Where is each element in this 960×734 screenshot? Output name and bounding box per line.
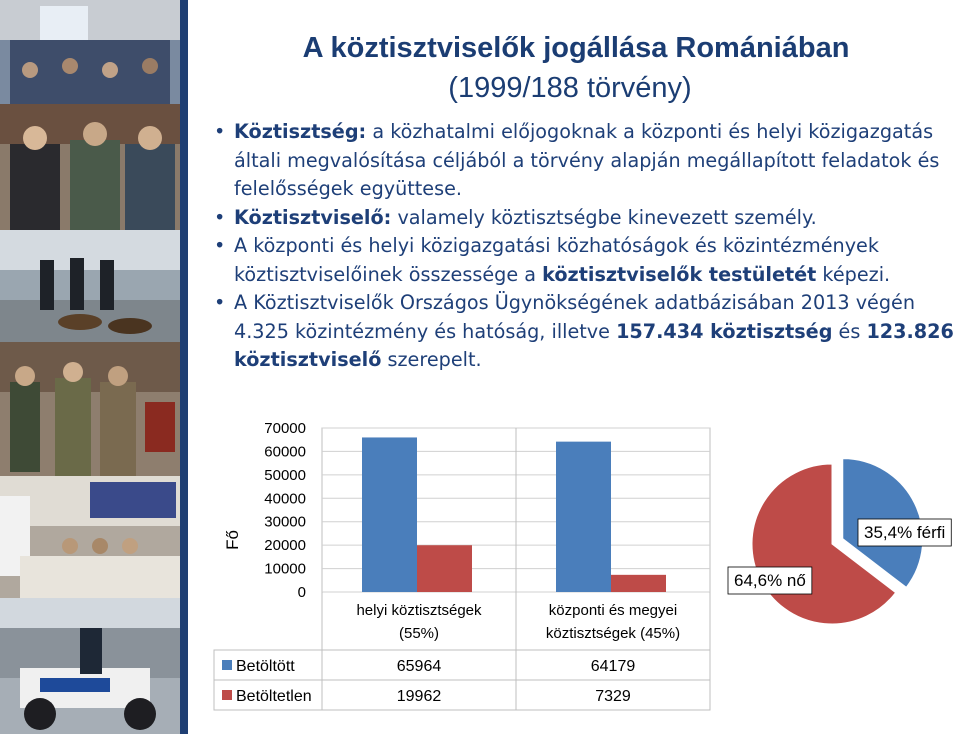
handshake-officers-photo <box>0 104 180 230</box>
category-label: köztisztségek (45%) <box>545 625 681 642</box>
data-label: 65964 <box>396 658 442 675</box>
legend-label: Betöltött <box>236 658 295 675</box>
pie-label: 64,6% nő <box>734 571 806 590</box>
divider-bar <box>180 0 188 734</box>
bullet-bold-text: 157.434 köztisztség <box>616 319 833 343</box>
legend-label: Betöltetlen <box>236 688 312 705</box>
police-motorcycle-photo <box>0 598 180 734</box>
bullet-text: A Köztisztviselők Országos Ügynökségének adatbázisában 2013 végén 4.325 közintézmény és hatóság, illetve <box>234 291 916 343</box>
legend-swatch <box>222 660 232 670</box>
data-label: 7329 <box>595 688 631 705</box>
police-dogs-photo <box>0 230 180 342</box>
slide-title: A köztisztviselők jogállása Romániában <box>302 32 850 64</box>
pie-label: 35,4% férfi <box>864 523 946 542</box>
bullet-bold-text: köztisztviselők testületét <box>542 262 817 286</box>
bullet-text: a közhatalmi előjogoknak a központi és helyi közigazgatás általi megvalósítása céljából a törvény alapján megállapított feladatok és felelősségek együttese. <box>234 120 940 200</box>
bullet-item <box>214 118 960 204</box>
pie-chart-svg <box>716 440 960 640</box>
bullet-text: szerepelt. <box>381 348 482 371</box>
photo-strip <box>0 0 180 734</box>
y-tick-label: 0 <box>297 584 306 601</box>
y-tick-label: 50000 <box>264 466 306 484</box>
category-label: helyi köztisztségek <box>356 602 482 619</box>
bullet-list <box>214 118 960 375</box>
bar-chart <box>212 420 712 715</box>
y-tick-label: 10000 <box>264 560 306 578</box>
bullet-text: valamely köztisztségbe kinevezett személy. <box>391 205 817 229</box>
category-label: központi és megyei <box>548 602 678 619</box>
bar <box>611 575 666 592</box>
data-label: 64179 <box>590 658 636 675</box>
y-tick-label: 60000 <box>264 443 306 461</box>
legend-swatch <box>222 690 232 700</box>
bullet-item <box>214 204 960 233</box>
bullet-item <box>214 232 960 289</box>
military-ceremony-photo <box>0 342 180 476</box>
category-label: (55%) <box>398 625 440 642</box>
bullet-bold-text: Köztisztség: <box>234 120 367 143</box>
conference-table-photo <box>0 476 180 598</box>
bar <box>362 437 417 592</box>
y-axis-label: Fő <box>223 530 242 550</box>
bullet-text: és <box>832 319 867 343</box>
bullet-item <box>214 289 960 375</box>
bar-chart-svg <box>212 420 712 715</box>
y-tick-label: 30000 <box>264 513 306 531</box>
pie-chart <box>716 440 960 640</box>
y-tick-label: 40000 <box>264 490 306 508</box>
slide-subtitle: (1999/188 törvény) <box>448 72 692 104</box>
bullet-bold-text: 123.826 köztisztviselő <box>234 319 954 371</box>
bullet-bold-text: Köztisztviselő: <box>234 205 392 229</box>
y-tick-label: 20000 <box>264 537 306 555</box>
y-tick-label: 70000 <box>264 420 306 437</box>
bar <box>417 545 472 592</box>
data-label: 19962 <box>396 688 442 705</box>
bullet-text: képezi. <box>816 262 891 286</box>
conference-photo <box>0 0 180 104</box>
bullet-text: A központi és helyi közigazgatási közhatóságok és közintézmények köztisztviselőinek összessége a <box>234 234 879 286</box>
bar <box>556 442 611 592</box>
